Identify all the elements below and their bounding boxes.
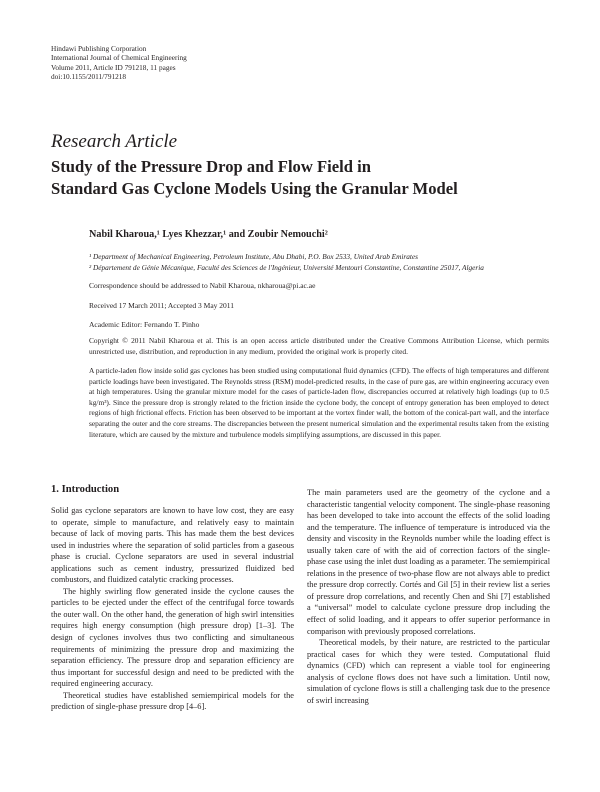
paper-title: [51, 156, 551, 200]
correspondence: Correspondence should be addressed to Nabil Kharoua, nkharoua@pi.ac.ae: [89, 281, 316, 290]
copyright-notice: Copyright © 2011 Nabil Kharoua et al. This is an open access article distributed under the Creative Commons Attribution License, which permits unrestricted use, distribution, and reproduction in any medium, provided the original work is properly cited.: [89, 336, 549, 356]
section-heading: 1. Introduction: [51, 484, 120, 495]
received-dates: Received 17 March 2011; Accepted 3 May 2011: [89, 301, 235, 310]
affiliation-2: ² Département de Génie Mécanique, Faculté des Sciences de l'Ingénieur, Université Mentouri Constantine, Constantine 25017, Algeria: [89, 262, 484, 272]
paragraph: The main parameters used are the geometry of the cyclone and a characteristic tangential velocity component. The single-phase reasoning has been developed to take into account the effects of the solid loading and the temperature. The influence of temperature is introduced via the density and viscosity in the Reynolds number while the loading effect is usually taken care of with the aid of correction factors of the single-phase case using the inlet dust loading as a parameter. The semiempirical relations in the presence of two-phase flow are not always able to predict the pressure drop correctly. Cortés and Gil [5] in their review list a series of pressure drop correlations, and recently Chen and Shi [7] established a “universal” model to calculate cyclone pressure drop including the effect of solid loading, and it appears to offer superior performance in comparison with previously proposed correlations.: [307, 488, 550, 636]
paragraph: Theoretical studies have established semiempirical models for the prediction of single-phase pressure drop [4–6].: [51, 690, 294, 712]
volume-line: Volume 2011, Article ID 791218, 11 pages: [51, 62, 176, 72]
paragraph: The highly swirling flow generated inside the cyclone causes the particles to be ejected under the effect of the centrifugal force towards the outer wall. On the other hand, the generation of high swirl intensities requires high energy consumption (high pressure drop) [1–3]. The design of cyclones involves thus two conflicting and simultaneous requirements of minimizing the pressure drop and maximizing the separation efficiency. The pressure drop and separation efficiency are thus important for successful design and need to be predicted with the required engineering accuracy.: [51, 586, 294, 689]
right-column: [307, 487, 550, 706]
journal-header: [51, 44, 187, 82]
affiliations: [89, 252, 484, 273]
publisher-line: Hindawi Publishing Corporation: [51, 44, 147, 53]
paragraph: Theoretical models, by their nature, are restricted to the particular practical cases for which they were tested. Computational fluid dynamics (CFD) which can represent a viable tool for engineering analysis of cyclone flows does not have such a limitation. Until now, simulation of cyclone flows is still a challenging task due to the presence of swirl increasing: [307, 638, 550, 705]
affiliation-1: ¹ Department of Mechanical Engineering, Petroleum Institute, Abu Dhabi, P.O. Box 2533, United Arab Emirates: [89, 252, 419, 261]
journal-line: International Journal of Chemical Engineering: [51, 53, 187, 63]
doi-line: doi:10.1155/2011/791218: [51, 72, 127, 82]
article-type: Research Article: [51, 131, 178, 152]
academic-editor: Academic Editor: Fernando T. Pinho: [89, 320, 200, 329]
abstract: A particle-laden flow inside solid gas cyclones has been studied using computational fluid dynamics (CFD). The effects of high temperatures and different particle loadings have been investigated. The Reynolds stress (RSM) model-predicted results, in the case of pure gas, are within engineering accuracy even at high temperatures. Using the granular mixture model for the cases of particle-laden flow, discrepancies occurred at relatively high loadings (up to 0.5 kg/m³). Since the pressure drop is strongly related to the friction inside the cyclone body, the concept of entropy generation has been employed to detect regions of high frictional effects. Friction has been observed to be important at the vortex finder wall, the bottom of the conical-part wall, and the interface separating the outer and the core streams. The discrepancies between the present numerical simulation and the experimental results taken from the existing literature, which are caused by the mixture and turbulence models simplifying assumptions, are discussed in this paper.: [89, 366, 549, 439]
paragraph: Solid gas cyclone separators are known to have low cost, they are easy to operate, simple to manufacture, and relatively easy to maintain because of lack of moving parts. This has made them the best devices used in industries where the separation of solid particles from a gaseous phase is crucial. Cyclone separators are used in several industrial applications such as cement industry, pressurized fluidized bed combustors, and fluidized catalytic cracking processes.: [51, 506, 294, 585]
title-line: Standard Gas Cyclone Models Using the Granular Model: [51, 179, 458, 198]
left-column: [51, 505, 294, 713]
title-line: Study of the Pressure Drop and Flow Field in: [51, 157, 371, 176]
author-list: Nabil Kharoua,¹ Lyes Khezzar,¹ and Zoubir Nemouchi²: [89, 229, 328, 240]
